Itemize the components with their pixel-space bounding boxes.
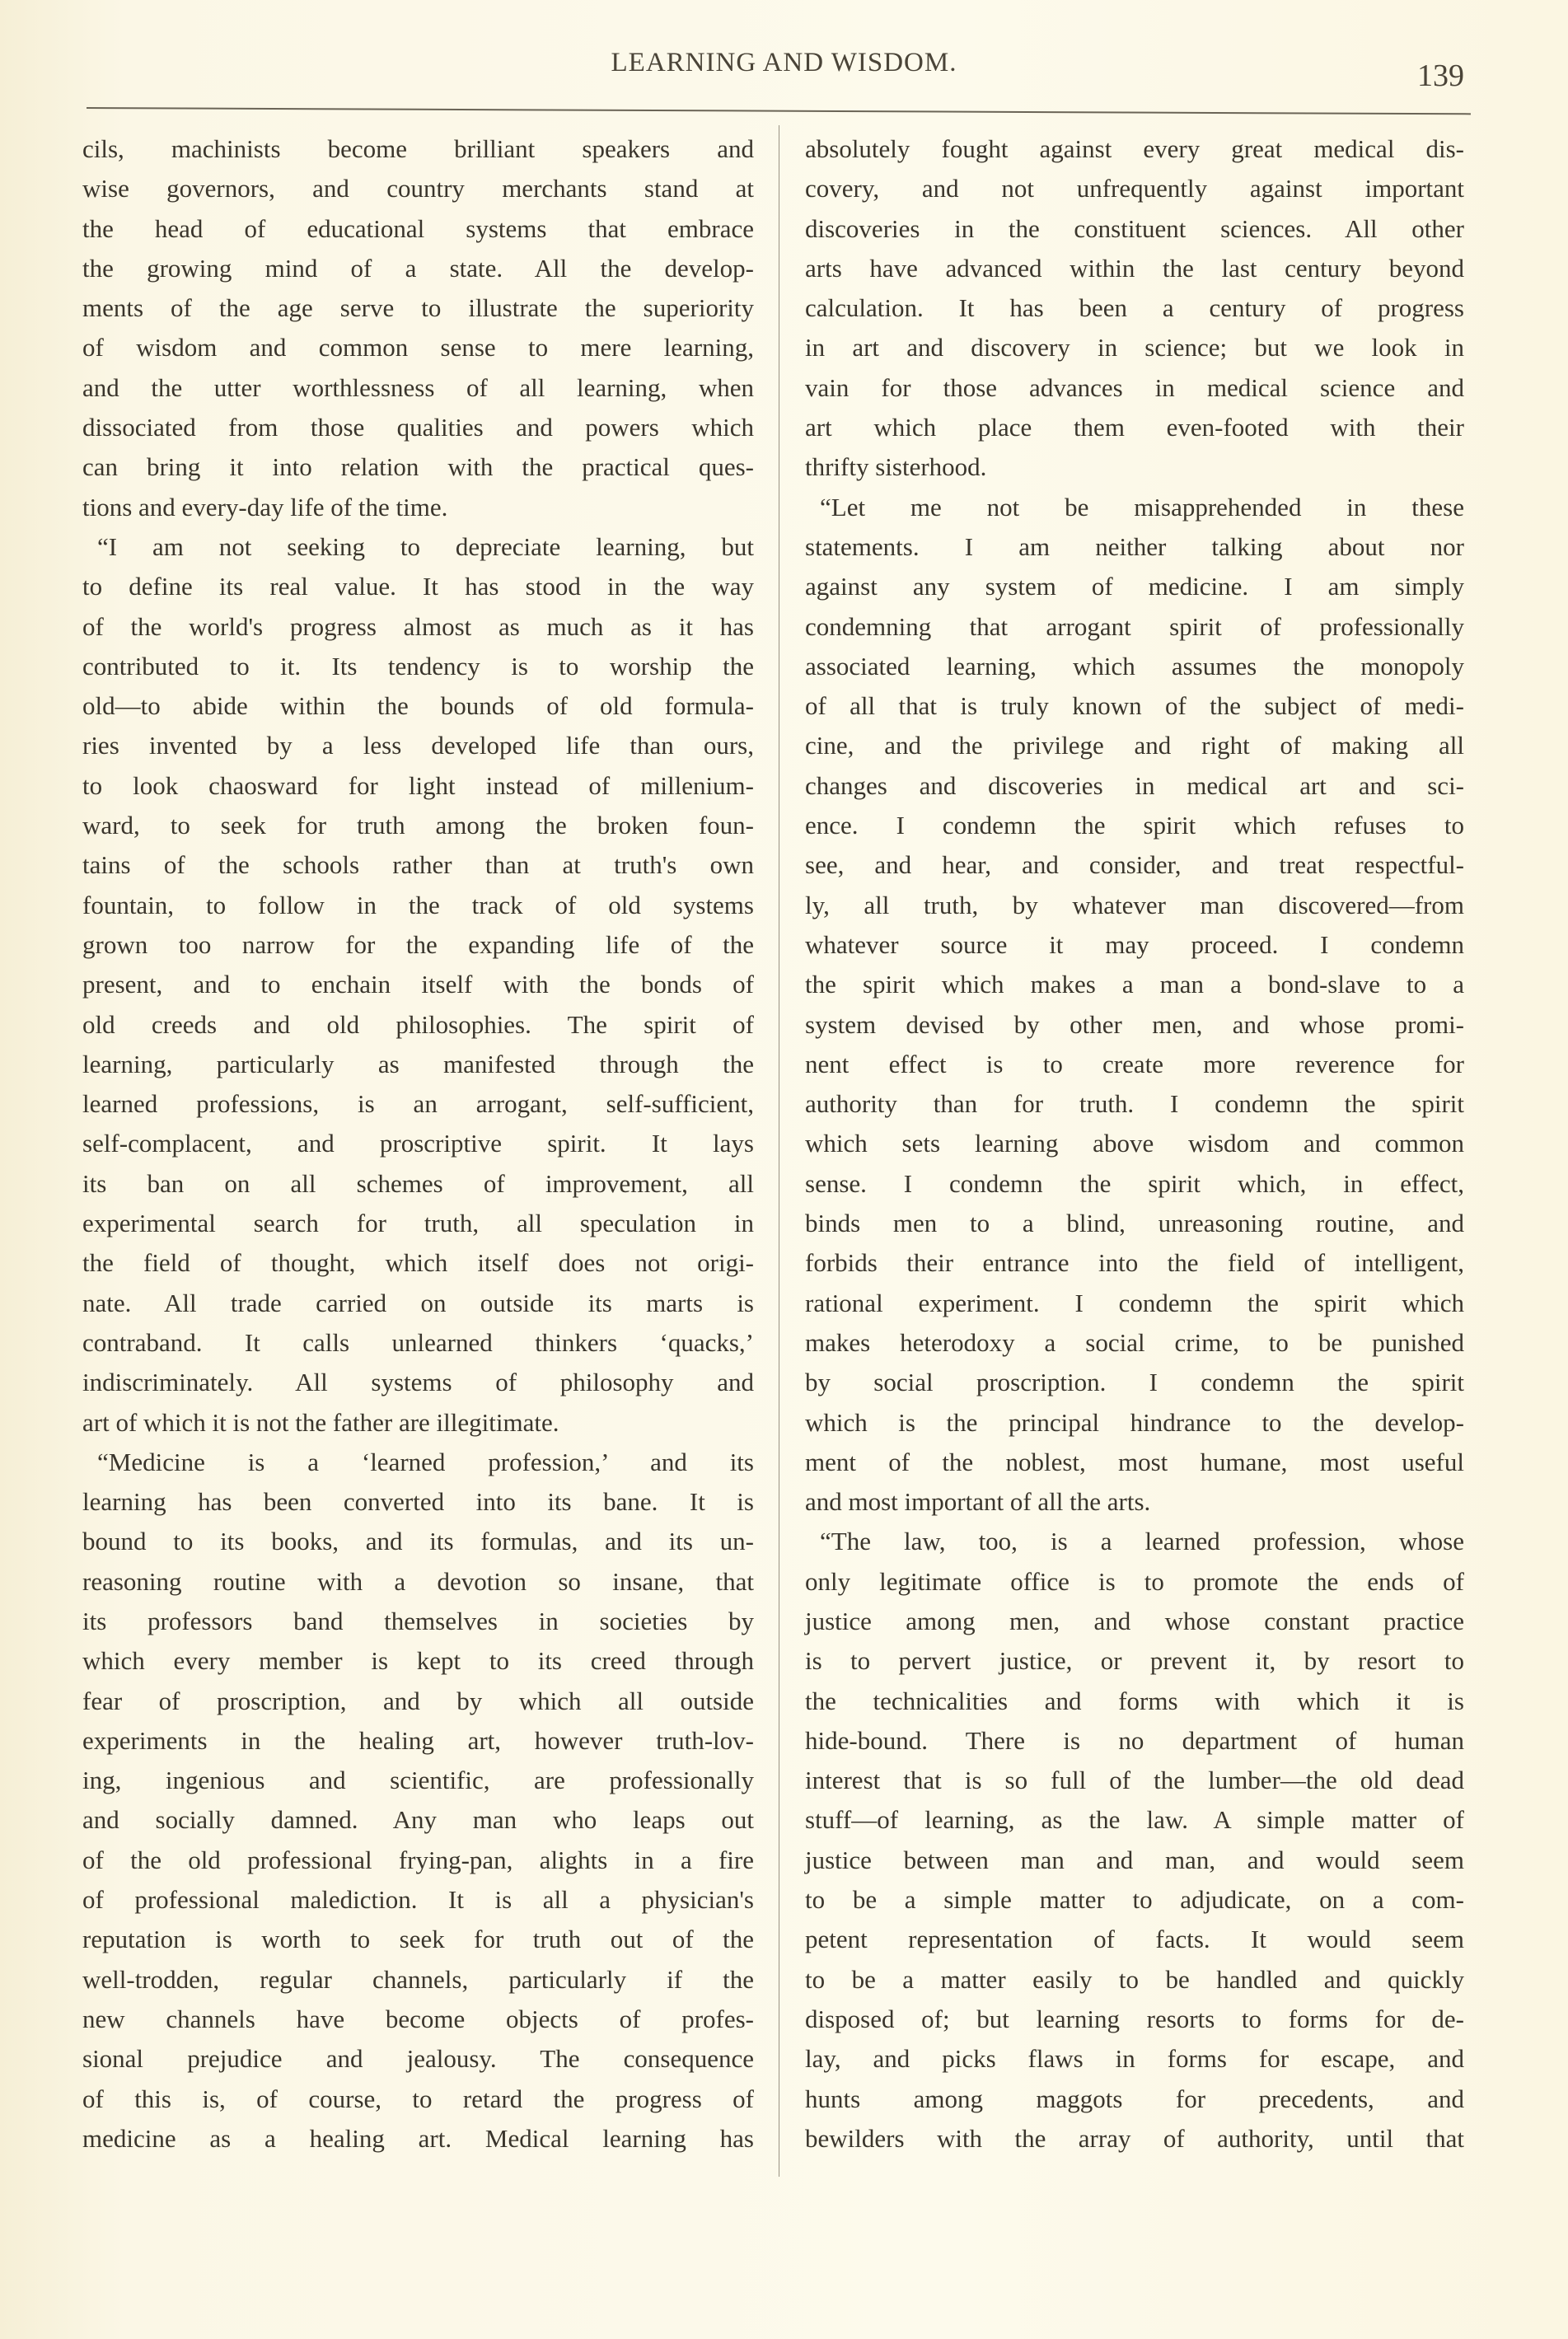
text-line: ries invented by a less developed life than ours, (82, 731, 754, 760)
text-line: art which place them even-footed with their (805, 413, 1464, 442)
text-line: changes and discoveries in medical art and sci- (805, 770, 1464, 800)
text-line: self-complacent, and proscriptive spirit. It lays (82, 1129, 754, 1158)
text-line: nate. All trade carried on outside its marts is (82, 1288, 754, 1317)
text-line: justice between man and man, and would seem (805, 1845, 1464, 1874)
text-line: is to pervert justice, or prevent it, by resort to (805, 1646, 1464, 1676)
text-line: disposed of; but learning resorts to forms for de- (805, 2004, 1464, 2033)
text-line: experiments in the healing art, however truth-lov- (82, 1725, 754, 1755)
text-line: covery, and not unfrequently against important (805, 174, 1464, 203)
text-line: “The law, too, is a learned profession, whose (820, 1527, 1464, 1556)
text-line: can bring it into relation with the practical ques- (82, 452, 754, 482)
text-line: of all that is truly known of the subject of medi- (805, 691, 1464, 721)
text-line: rational experiment. I condemn the spirit which (805, 1288, 1464, 1317)
text-line: indiscriminately. All systems of philosophy and (82, 1368, 754, 1397)
text-line: contraband. It calls unlearned thinkers ‘quacks,’ (82, 1327, 754, 1357)
text-line: ward, to seek for truth among the broken foun- (82, 811, 754, 840)
text-line: reputation is worth to seek for truth out of the (82, 1925, 754, 1954)
text-line: contributed to it. Its tendency is to worship the (82, 651, 754, 681)
text-line: see, and hear, and consider, and treat respectful- (805, 850, 1464, 880)
text-line: statements. I am neither talking about nor (805, 531, 1464, 561)
text-line: bewilders with the array of authority, until that (805, 2123, 1464, 2153)
text-line: tains of the schools rather than at truth's own (82, 850, 754, 880)
text-line: fountain, to follow in the track of old systems (82, 890, 754, 919)
text-line: which is the principal hindrance to the develop- (805, 1407, 1464, 1437)
text-line: binds men to a blind, unreasoning routine, and (805, 1209, 1464, 1238)
text-line: whatever source it may proceed. I condemn (805, 929, 1464, 959)
text-line: hide-bound. There is no department of human (805, 1725, 1464, 1755)
text-line: sense. I condemn the spirit which, in effect, (805, 1168, 1464, 1198)
text-line: makes heterodoxy a social crime, to be punished (805, 1327, 1464, 1357)
text-line: cils, machinists become brilliant speakers and (82, 134, 754, 163)
text-line: lay, and picks flaws in forms for escape, and (805, 2044, 1464, 2074)
text-line: authority than for truth. I condemn the spirit (805, 1089, 1464, 1119)
text-line: only legitimate office is to promote the ends of (805, 1566, 1464, 1596)
text-line: sional prejudice and jealousy. The consequence (82, 2044, 754, 2074)
text-line: stuff—of learning, as the law. A simple matter of (805, 1805, 1464, 1835)
text-line: which sets learning above wisdom and common (805, 1129, 1464, 1158)
text-line: the head of educational systems that embrace (82, 213, 754, 243)
text-line: of wisdom and common sense to mere learning, (82, 333, 754, 363)
text-line: in art and discovery in science; but we look in (805, 333, 1464, 363)
text-line: of the old professional frying-pan, alights in a fire (82, 1845, 754, 1874)
text-line: “Medicine is a ‘learned profession,’ and its (97, 1447, 754, 1476)
text-line: the growing mind of a state. All the develop- (82, 253, 754, 283)
text-line: calculation. It has been a century of progress (805, 293, 1464, 323)
text-line: to be a simple matter to adjudicate, on a com- (805, 1885, 1464, 1915)
text-line: dissociated from those qualities and powers which (82, 413, 754, 442)
running-header: LEARNING AND WISDOM. (611, 48, 957, 77)
text-line: to look chaosward for light instead of millenium- (82, 770, 754, 800)
text-line: discoveries in the constituent sciences. All other (805, 213, 1464, 243)
text-line: condemning that arrogant spirit of professionally (805, 611, 1464, 641)
text-line: system devised by other men, and whose promi- (805, 1009, 1464, 1039)
text-line: reasoning routine with a devotion so insane, that (82, 1566, 754, 1596)
text-line: and most important of all the arts. (805, 1487, 1151, 1517)
text-line: old creeds and old philosophies. The spirit of (82, 1009, 754, 1039)
text-line: vain for those advances in medical science and (805, 372, 1464, 402)
text-line: justice among men, and whose constant practice (805, 1606, 1464, 1635)
text-line: fear of proscription, and by which all outside (82, 1686, 754, 1715)
right-column (805, 129, 1464, 2159)
text-line: and socially damned. Any man who leaps out (82, 1805, 754, 1835)
text-line: arts have advanced within the last century beyond (805, 253, 1464, 283)
text-line: petent representation of facts. It would seem (805, 1925, 1464, 1954)
text-line: cine, and the privilege and right of making all (805, 731, 1464, 760)
text-line: of professional malediction. It is all a physician's (82, 1885, 754, 1915)
text-line: against any system of medicine. I am simply (805, 572, 1464, 601)
text-line: nent effect is to create more reverence for (805, 1049, 1464, 1078)
page-number: 139 (1417, 58, 1464, 93)
text-line: ly, all truth, by whatever man discovered—from (805, 890, 1464, 919)
text-line: absolutely fought against every great medical dis- (805, 134, 1464, 163)
text-line: the technicalities and forms with which it is (805, 1686, 1464, 1715)
text-line: medicine as a healing art. Medical learning has (82, 2123, 754, 2153)
text-line: ence. I condemn the spirit which refuses to (805, 811, 1464, 840)
text-line: learned professions, is an arrogant, self-sufficient, (82, 1089, 754, 1119)
text-line: old—to abide within the bounds of old formula- (82, 691, 754, 721)
text-line: the spirit which makes a man a bond-slave to a (805, 970, 1464, 999)
text-line: and the utter worthlessness of all learning, when (82, 372, 754, 402)
text-line: present, and to enchain itself with the bonds of (82, 970, 754, 999)
text-line: learning has been converted into its bane. It is (82, 1487, 754, 1517)
text-line: its ban on all schemes of improvement, all (82, 1168, 754, 1198)
text-line: well-trodden, regular channels, particularly if the (82, 1964, 754, 1994)
text-line: “Let me not be misapprehended in these (820, 492, 1464, 522)
text-line: “I am not seeking to depreciate learning, but (97, 531, 754, 561)
header-rule (87, 107, 1471, 115)
text-line: by social proscription. I condemn the spirit (805, 1368, 1464, 1397)
text-line: associated learning, which assumes the monopoly (805, 651, 1464, 681)
text-line: wise governors, and country merchants stand at (82, 174, 754, 203)
text-line: its professors band themselves in societies by (82, 1606, 754, 1635)
text-line: to be a matter easily to be handled and quickly (805, 1964, 1464, 1994)
text-line: of this is, of course, to retard the progress of (82, 2084, 754, 2113)
text-line: the field of thought, which itself does not origi- (82, 1248, 754, 1278)
text-line: which every member is kept to its creed through (82, 1646, 754, 1676)
text-line: ment of the noblest, most humane, most useful (805, 1447, 1464, 1476)
text-line: grown too narrow for the expanding life of the (82, 929, 754, 959)
text-line: ing, ingenious and scientific, are professionally (82, 1766, 754, 1795)
text-line: to define its real value. It has stood in the way (82, 572, 754, 601)
text-line: bound to its books, and its formulas, and its un- (82, 1527, 754, 1556)
text-line: learning, particularly as manifested through the (82, 1049, 754, 1078)
text-line: hunts among maggots for precedents, and (805, 2084, 1464, 2113)
text-line: art of which it is not the father are illegitimate. (82, 1407, 559, 1437)
text-line: experimental search for truth, all speculation in (82, 1209, 754, 1238)
text-line: interest that is so full of the lumber—the old dead (805, 1766, 1464, 1795)
text-line: thrifty sisterhood. (805, 452, 987, 482)
text-line: tions and every-day life of the time. (82, 492, 448, 522)
text-line: ments of the age serve to illustrate the superiority (82, 293, 754, 323)
text-line: new channels have become objects of profes- (82, 2004, 754, 2033)
text-line: forbids their entrance into the field of intelligent, (805, 1248, 1464, 1278)
left-column (82, 129, 754, 2159)
text-line: of the world's progress almost as much as it has (82, 611, 754, 641)
